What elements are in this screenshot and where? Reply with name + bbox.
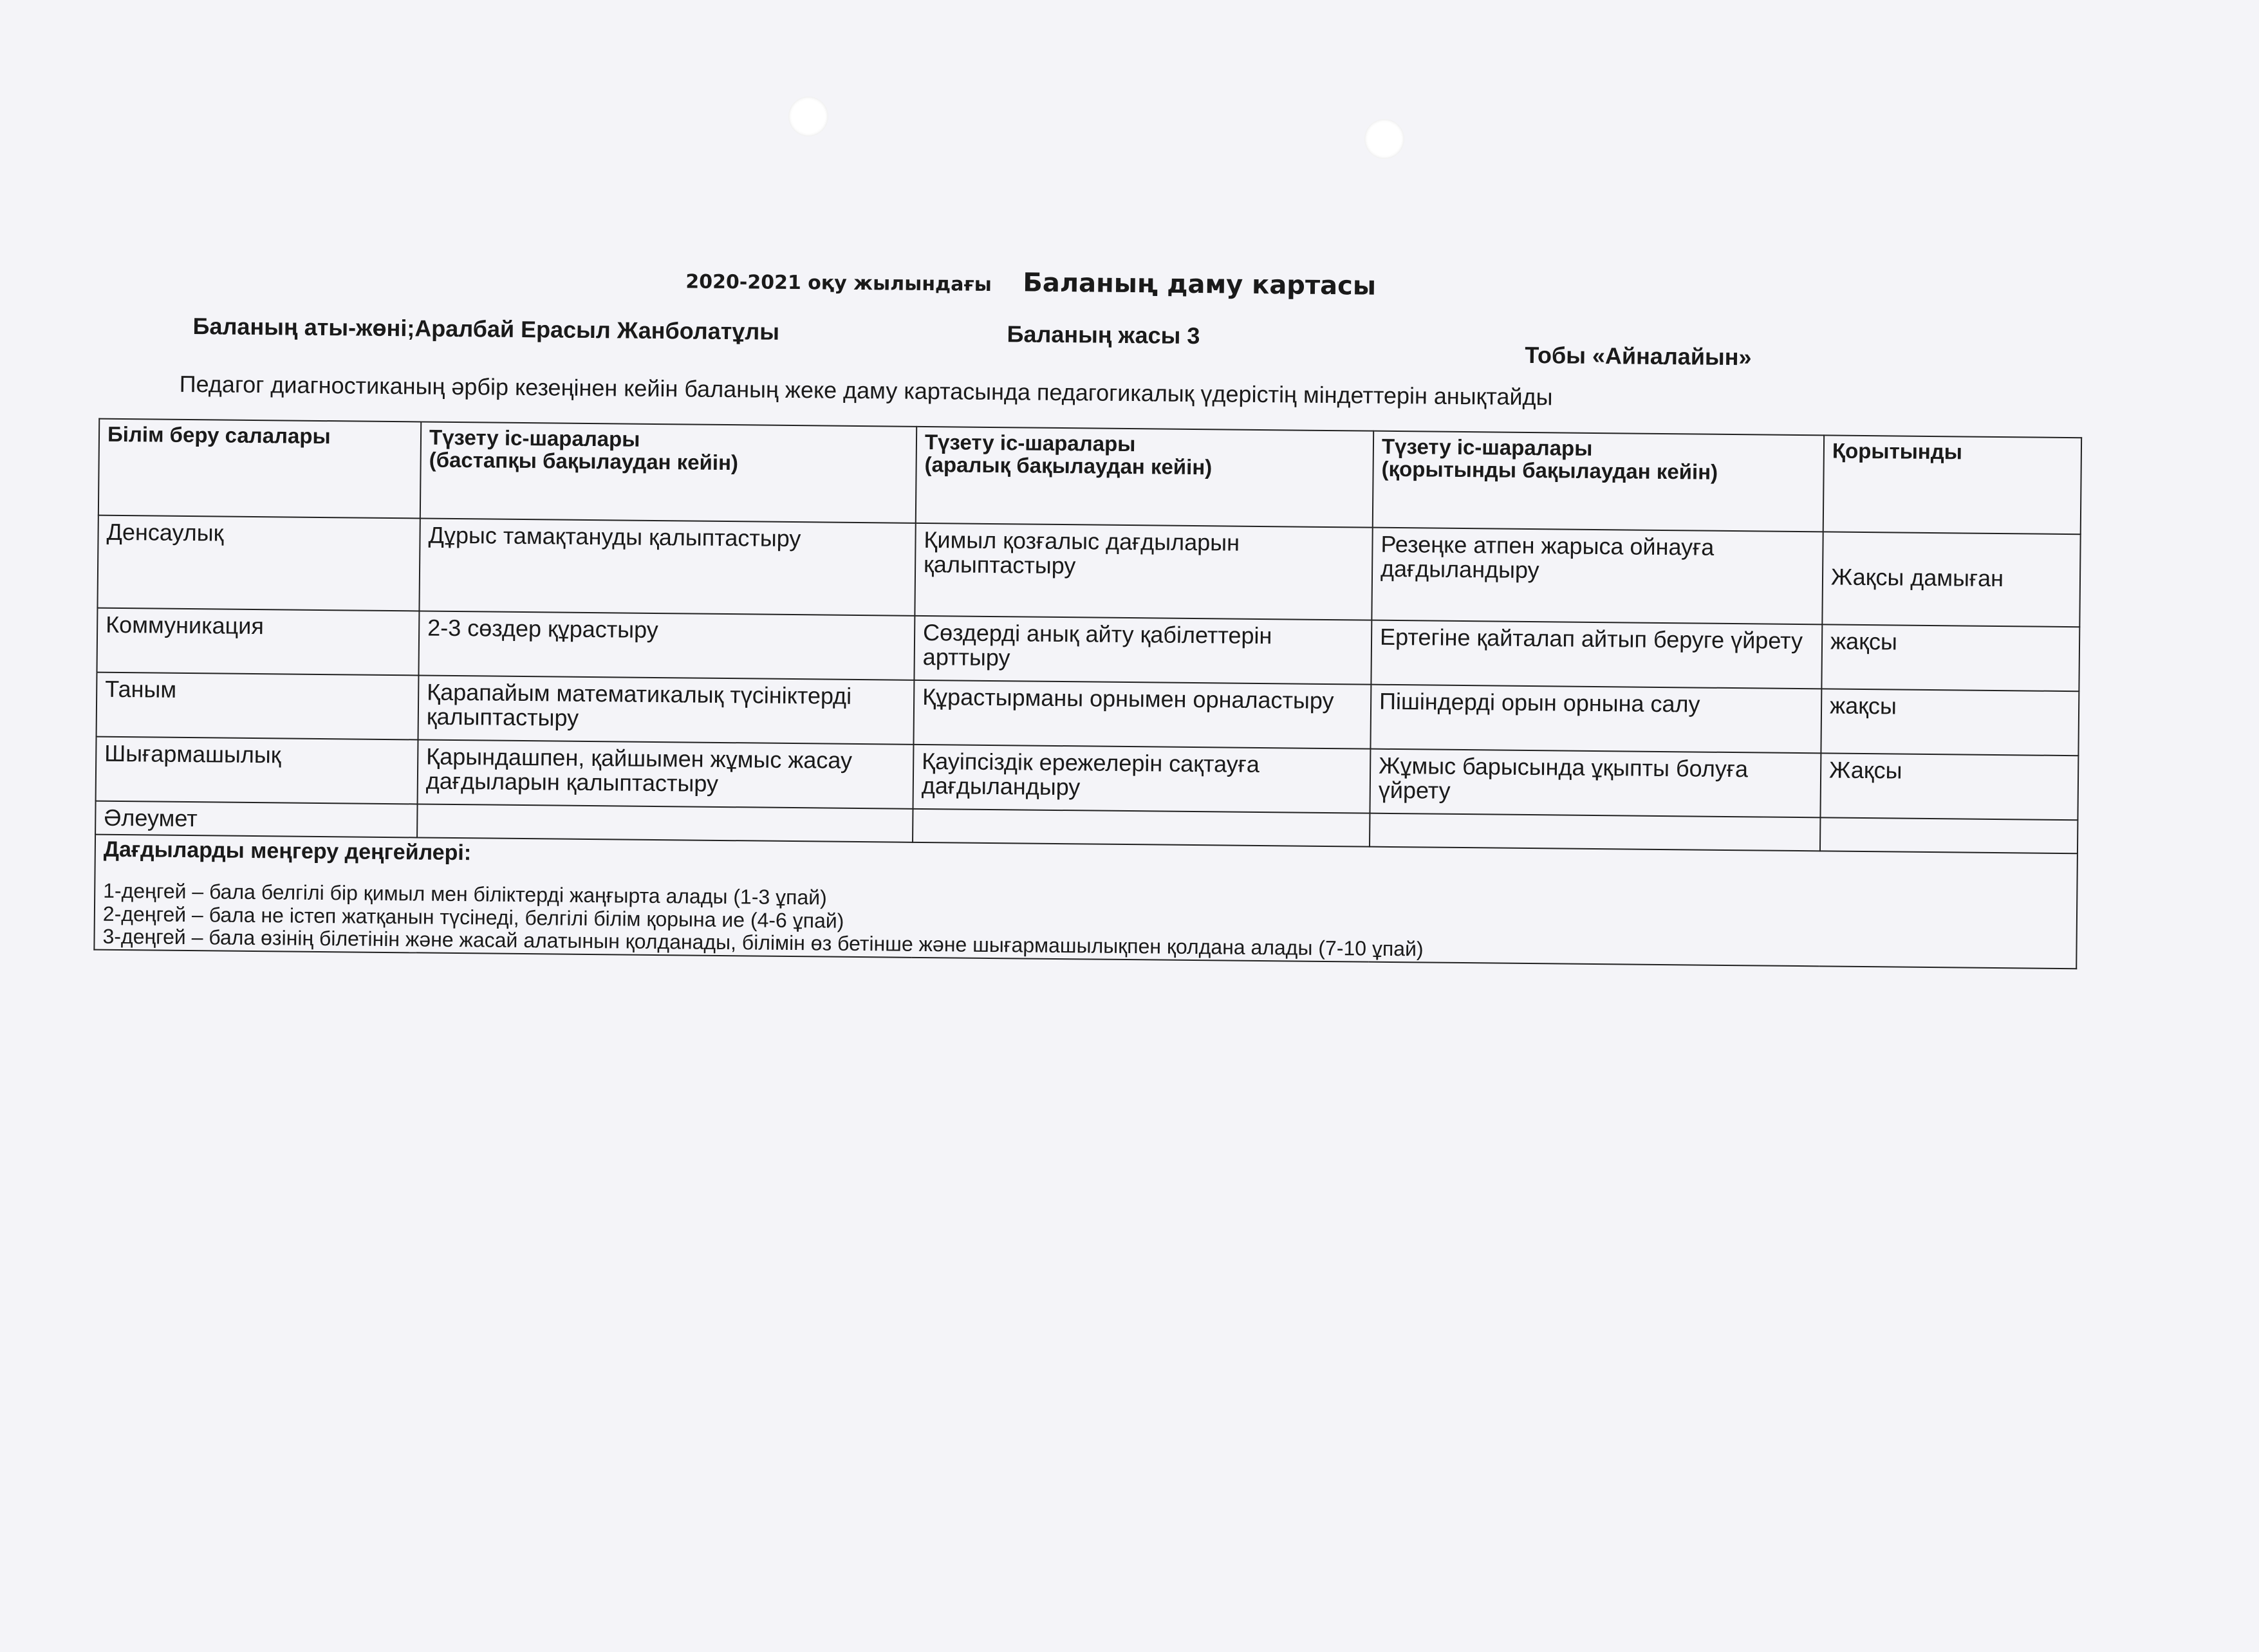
legend-level-2: 2-деңгей – бала не істеп жатқанын түсінеді, белгілі білім қорына ие (4-6 ұпай) — [102, 902, 844, 933]
development-table — [93, 418, 2082, 969]
initial-cell: Қарапайым математикалық түсініктерді қалыптастыру — [418, 675, 915, 744]
document-title — [685, 265, 1376, 301]
legend-cell — [94, 835, 2078, 969]
child-age: Баланың жасы 3 — [1007, 320, 1200, 349]
legend-row — [94, 835, 2078, 969]
result-cell: Жақсы дамыған — [1822, 532, 2080, 627]
initial-cell: Қарындашпен, қайшымен жұмыс жасау дағдыларын қалыптастыру — [418, 739, 914, 808]
area-cell: Әлеумет — [95, 801, 417, 838]
final-cell: Жұмыс барысында ұқыпты болуға үйрету — [1370, 749, 1821, 818]
child-name: Баланың аты-жөні;Аралбай Ерасыл Жанболатұлы — [192, 313, 780, 345]
header-final: Түзету іс-шаралары (қорытынды бақылаудан кейін) — [1373, 431, 1824, 532]
intermediate-cell — [913, 809, 1370, 847]
header-result: Қорытынды — [1823, 435, 2081, 534]
intermediate-cell: Сөздерді анық айту қабілеттерін арттыру — [914, 616, 1371, 685]
legend-title: Дағдыларды меңгеру деңгейлері: — [103, 837, 472, 866]
initial-cell — [417, 804, 913, 842]
result-cell: жақсы — [1821, 689, 2079, 756]
intermediate-cell: Қимыл қозғалыс дағдыларын қалыптастыру — [915, 523, 1372, 620]
legend-level-3: 3-деңгей – бала өзінің білетінін және жасай алатынын қолданады, білімін өз бетінше және шығармашылықпен қолдана алады (7-10 ұпай) — [102, 924, 1424, 961]
group-name: Тобы «Айналайын» — [1525, 341, 1752, 371]
final-cell: Резеңке атпен жарыса ойнауға дағдыландыру — [1371, 528, 1823, 625]
result-cell — [1820, 817, 2078, 853]
area-cell: Шығармашылық — [96, 737, 418, 804]
final-cell — [1370, 813, 1820, 851]
page-title: Баланың даму картасы — [1023, 268, 1377, 301]
area-cell: Коммуникация — [97, 608, 419, 676]
header-intermediate: Түзету іс-шаралары (аралық бақылаудан кейін) — [916, 427, 1373, 528]
intermediate-cell: Құрастырманы орнымен орналастыру — [913, 680, 1371, 749]
header-areas: Білім беру салалары — [98, 419, 421, 519]
table-header-row — [98, 419, 2081, 535]
area-cell: Таным — [97, 673, 419, 740]
intermediate-cell: Қауіпсіздік ережелерін сақтауға дағдыландыру — [913, 745, 1371, 813]
intro-text: Педагог диагностиканың әрбір кезеңінен кейін баланың жеке даму картасында педагогикалық үдерістің міндеттерін анықтайды — [179, 370, 1553, 411]
academic-year: 2020-2021 оқу жылындағы — [685, 270, 992, 296]
initial-cell: Дұрыс тамақтануды қалыптастыру — [419, 518, 915, 615]
area-cell: Денсаулық — [97, 515, 420, 611]
result-cell: жақсы — [1821, 624, 2079, 691]
header-initial: Түзету іс-шаралары (бастапқы бақылаудан кейін) — [420, 422, 916, 523]
final-cell: Ертегіне қайталап айтып беруге үйрету — [1371, 620, 1822, 689]
initial-cell: 2-3 сөздер құрастыру — [418, 611, 915, 680]
final-cell: Пішіндерді орын орнына салу — [1370, 685, 1821, 754]
result-cell: Жақсы — [1820, 753, 2078, 820]
legend-level-1: 1-деңгей – бала белгілі бір қимыл мен біліктерді жаңғырта алады (1-3 ұпай) — [103, 879, 827, 909]
